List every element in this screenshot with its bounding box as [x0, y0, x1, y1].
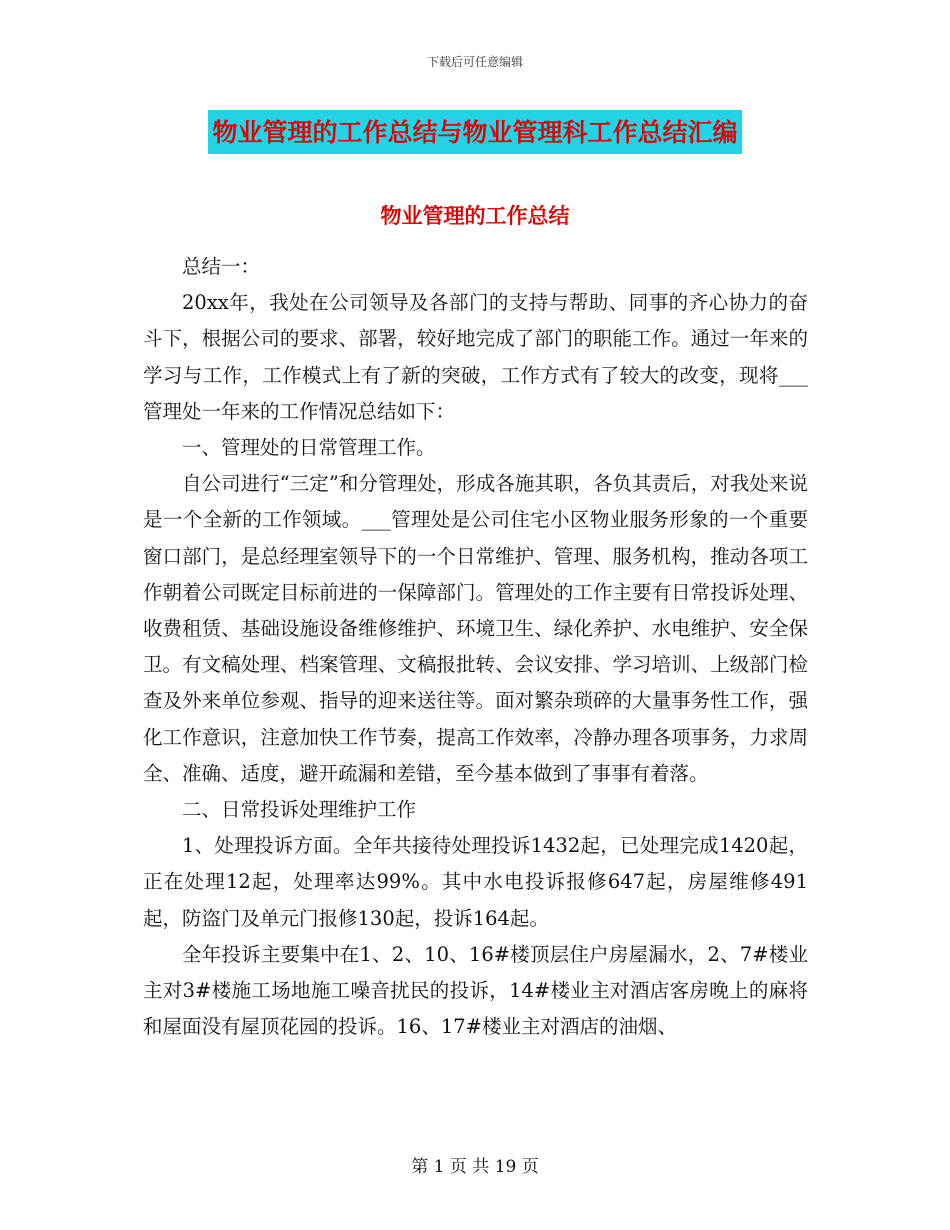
section-title: 物业管理的工作总结: [380, 204, 570, 228]
paragraph-daily-management: 自公司进行“三定”和分管理处，形成各施其职，各负其责后，对我处来说是一个全新的工作领域。___管理处是公司住宅小区物业服务形象的一个重要窗口部门，是总经理室领导下的一个日常维护、管理、服务机构，推动各项工作朝着公司既定目标前进的一保障部门。管理处的工作主要有日常投诉处理、收费租赁、基础设施设备维修维护、环境卫生、绿化养护、水电维护、安全保卫。有文稿处理、档案管理、文稿报批转、会议安排、学习培训、上级部门检查及外来单位参观、指导的迎来送往等。面对繁杂琐碎的大量事务性工作，强化工作意识，注意加快工作节奏，提高工作效率，冷静办理各项事务，力求周全、准确、适度，避开疏漏和差错，至今基本做到了事事有着落。: [143, 472, 808, 785]
document-main-title: [0, 110, 950, 154]
paragraph-intro: 20xx年，我处在公司领导及各部门的支持与帮助、同事的齐心协力的奋斗下，根据公司的要求、部署，较好地完成了部门的职能工作。通过一年来的学习与工作，工作模式上有了新的突破，工作方式有了较大的改变，现将___管理处一年来的工作情况总结如下：: [143, 291, 808, 423]
heading-daily-management: 一、管理处的日常管理工作。: [182, 436, 436, 460]
heading-complaint-handling: 二、日常投诉处理维护工作: [182, 798, 417, 822]
paragraph-complaint-focus: 全年投诉主要集中在1、2、10、16#楼顶层住户房屋漏水，2、7#楼业主对3#楼施工场地施工噪音扰民的投诉，14#楼业主对酒店客房晚上的麻将和屋面没有屋顶花园的投诉。16、17#楼业主对酒店的油烟、: [143, 942, 808, 1039]
page-header-note: 下载后可任意编辑: [426, 55, 523, 69]
paragraph-summary-label: 总结一：: [182, 255, 261, 278]
paragraph-complaint-stats: 1、处理投诉方面。全年共接待处理投诉1432起，已处理完成1420起，正在处理12起，处理率达99%。其中水电投诉报修647起，房屋维修491起，防盗门及单元门报修130起，投诉164起。: [143, 834, 808, 930]
main-title-highlight: 物业管理的工作总结与物业管理科工作总结汇编: [208, 110, 741, 154]
page-footer-indicator: 第 1 页 共 19 页: [411, 1157, 539, 1177]
document-body: [143, 249, 808, 1045]
